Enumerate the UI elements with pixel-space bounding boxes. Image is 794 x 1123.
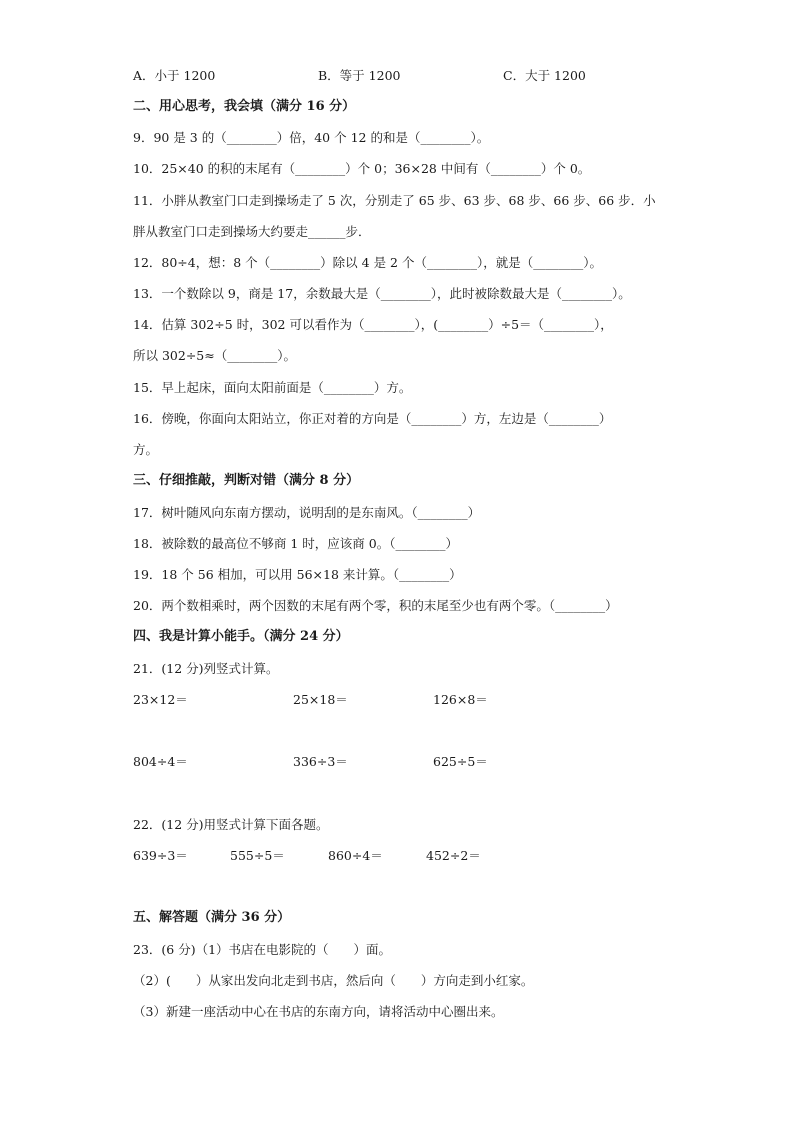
- question-13: 13．一个数除以 9，商是 17，余数最大是（________），此时被除数最大是（________）。: [133, 286, 631, 301]
- question-23-part-2: （2）( ）从家出发向北走到书店，然后向（ ）方向走到小红家。: [133, 973, 534, 988]
- q8-option-b: B．等于 1200: [318, 68, 401, 83]
- calc-item: 126×8＝: [433, 692, 488, 707]
- calc-item: 452÷2＝: [426, 848, 481, 863]
- calc-item: 23×12＝: [133, 692, 188, 707]
- question-10: 10．25×40 的积的末尾有（________）个 0；36×28 中间有（________）个 0。: [133, 161, 591, 176]
- question-23-part-1: 23．(6 分)（1）书店在电影院的（ ）面。: [133, 942, 392, 957]
- calc-item: 25×18＝: [293, 692, 348, 707]
- question-22: 22．(12 分)用竖式计算下面各题。: [133, 817, 329, 832]
- calc-item: 804÷4＝: [133, 754, 188, 769]
- section-3-title: 三、仔细推敲，判断对错（满分 8 分）: [133, 473, 360, 488]
- question-14-line-1: 14．估算 302÷5 时，302 可以看作为（________），(________）÷5＝（________），: [133, 317, 613, 332]
- calc-item: 625÷5＝: [433, 754, 488, 769]
- question-15: 15．早上起床，面向太阳前面是（________）方。: [133, 380, 412, 395]
- q8-option-a: A．小于 1200: [133, 68, 216, 83]
- question-16-line-2: 方。: [133, 442, 159, 457]
- question-19: 19．18 个 56 相加，可以用 56×18 来计算。（________）: [133, 567, 462, 582]
- question-12: 12．80÷4，想：8 个（________）除以 4 是 2 个（________），就是（________）。: [133, 255, 602, 270]
- question-16-line-1: 16．傍晚，你面向太阳站立，你正对着的方向是（________）方，左边是（________）: [133, 411, 612, 426]
- question-11-line-1: 11．小胖从教室门口走到操场走了 5 次，分别走了 65 步、63 步、68 步、66 步、66 步．小: [133, 193, 656, 208]
- calc-item: 336÷3＝: [293, 754, 348, 769]
- question-9: 9．90 是 3 的（________）倍，40 个 12 的和是（________）。: [133, 130, 490, 145]
- question-11-line-2: 胖从教室门口走到操场大约要走______步．: [133, 224, 371, 239]
- question-17: 17．树叶随风向东南方摆动，说明刮的是东南风。（________）: [133, 505, 481, 520]
- section-4-title: 四、我是计算小能手。（满分 24 分）: [133, 629, 349, 644]
- calc-item: 639÷3＝: [133, 848, 188, 863]
- question-21: 21．(12 分)列竖式计算。: [133, 661, 279, 676]
- calc-item: 555÷5＝: [230, 848, 285, 863]
- question-23-part-3: （3）新建一座活动中心在书店的东南方向，请将活动中心圈出来。: [133, 1004, 504, 1019]
- question-18: 18．被除数的最高位不够商 1 时，应该商 0。（________）: [133, 536, 458, 551]
- section-2-title: 二、用心思考，我会填（满分 16 分）: [133, 99, 356, 114]
- question-20: 20．两个数相乘时，两个因数的末尾有两个零，积的末尾至少也有两个零。（________）: [133, 598, 618, 613]
- q8-option-c: C．大于 1200: [503, 68, 586, 83]
- question-14-line-2: 所以 302÷5≈（________）。: [133, 348, 296, 363]
- section-5-title: 五、解答题（满分 36 分）: [133, 910, 291, 925]
- calc-item: 860÷4＝: [328, 848, 383, 863]
